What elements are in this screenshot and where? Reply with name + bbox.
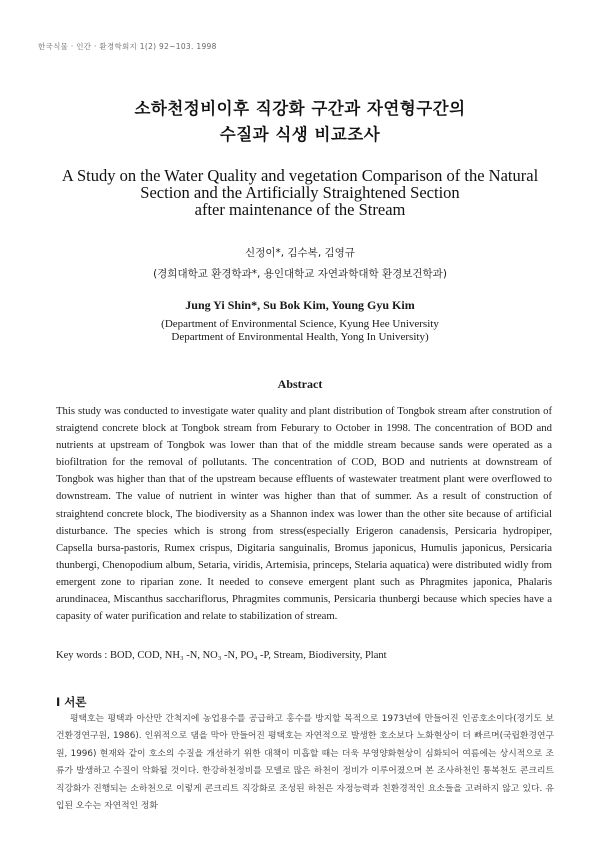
- keywords: Key words : BOD, COD, NH₃ -N, NO₃ -N, PO₄ -P, Stream, Biodiversity, Plant: [56, 650, 387, 661]
- english-title-line-2: Section and the Artificially Straightened Section: [140, 183, 460, 202]
- abstract-text: This study was conducted to investigate water quality and plant distribution of Tongbok stream after constrution of straigtend concrete block at Tongbok stream from Feburary to October in 1998. The concentration of BOD and nutrients at upstream of Tongbok was lower than that of the middle stream because sands were operated as a biofiltration for the removal of pollutants. The concentration of COD, BOD and nutrients at downstream of Tongbok was higher than that of the upstream because effluents of wastewater treatment plant were overflowed to downstream. The value of nutrient in winter was higher than that of summer. As a result of construction of straightend concrete block, The biodiversity as a Shannon index was lower than the other site because of artificial disturbance. The species which is strong from stress(especially Erigeron canadensis, Persicaria hydropiper, Capsella bursa-pastoris, Rumex crispus, Digitaria sanguinalis, Bromus japonicus, Humulis japonicus, Persicaria thunbergi, Chenopodium album, Setaria, viridis, Artemisia, princeps, Stelaria aquatica) were distributed widly from emergent zone to riparian zone. It needed to conseve emergent plant such as Phragmites japonica, Phalaris arundinacea, Miscanthus sacchariflorus, Phragmites communis, Persicaria thunbergi because which species have a capasity of water purification and relate to stabilization of stream.: [56, 405, 552, 623]
- korean-authors: 신정이*, 김수복, 김영규: [245, 247, 355, 259]
- english-authors: Jung Yi Shin*, Su Bok Kim, Young Gyu Kim: [185, 298, 415, 312]
- english-affiliation-line-2: Department of Environmental Health, Yong In University): [171, 331, 429, 343]
- english-affiliation-line-1: (Department of Environmental Science, Kyung Hee University: [161, 318, 439, 330]
- english-title-line-1: A Study on the Water Quality and vegetation Comparison of the Natural: [61, 166, 539, 185]
- introduction-text: 평택호는 평택과 아산만 간척지에 농업용수를 공급하고 홍수를 방지할 목적으로 1973년에 만들어진 인공호소이다(경기도 보건환경연구원, 1986). 인위적으로 댐을 막아 만들어진 평택호는 자연적으로 발생한 호소보다 노화현상이 더 빠르며(국립환경연구원, 1996) 현재와 같이 호소의 수질을 개선하기 위한 대책이 미흡할 때는 더욱 부영양화현상이 심화되어 여름에는 상시적으로 조류가 발생하고 수질이 악화될 것이다. 한강하천정비를 모델로 많은 하천이 정비가 이루어졌으며 본 조사하천인 통복천도 콘크리트 직강화가 진행되는 소하천으로 이렇게 콘크리트 직강화로 조성된 하천은 자정능력과 친환경적인 요소들을 고려하지 않고 있다. 유입된 오수는 자연적인 정화: [56, 714, 554, 812]
- abstract-heading: Abstract: [277, 377, 323, 391]
- section-heading-introduction: I 서론: [56, 695, 87, 709]
- korean-title-line-1: 소하천정비이후 직강화 구간과 자연형구간의: [134, 99, 466, 118]
- korean-affiliation: (경희대학교 환경학과*, 용인대학교 자연과학대학 환경보건학과): [153, 268, 447, 280]
- journal-citation: 한국식물 · 인간 · 환경학회지 1(2) 92~103. 1998: [38, 42, 217, 51]
- korean-title-line-2: 수질과 식생 비교조사: [219, 125, 381, 144]
- english-title-line-3: after maintenance of the Stream: [194, 200, 406, 219]
